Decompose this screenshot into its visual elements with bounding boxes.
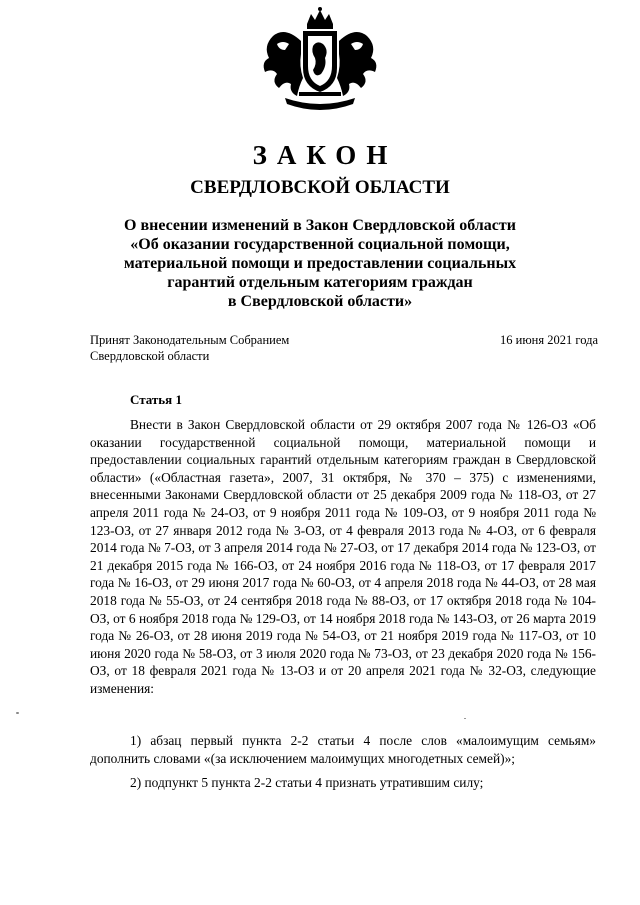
law-title-line: гарантий отдельным категориям граждан [167, 274, 473, 291]
adoption-date: 16 июня 2021 года [500, 333, 598, 347]
scan-speck [464, 718, 466, 719]
law-region: СВЕРДЛОВСКОЙ ОБЛАСТИ [190, 177, 450, 198]
article-item: 2) подпункт 5 пункта 2-2 статьи 4 признать утратившим силу; [130, 775, 484, 790]
law-word: ЗАКОН [252, 140, 398, 170]
law-title-line: О внесении изменений в Закон Свердловской области [124, 217, 516, 234]
law-title-line: материальной помощи и предоставлении социальных [123, 255, 517, 272]
coat-of-arms-icon [255, 6, 385, 118]
article-item: 1) абзац первый пункта 2-2 статьи 4 после слов «малоимущим семьям» дополнить словами «(за исключением малоимущих многодетных семей)»; [90, 733, 596, 766]
article-body: Внести в Закон Свердловской области от 29 октября 2007 года № 126-ОЗ «Об оказании государственной социальной помощи, материальной помощи и предоставлении социальных гарантий отдельным категориям граждан в Свердловской области» («Областная газета», 2007, 31 октября, № 370 – 375) с изменениями, внесенными Законами Свердловской области от 25 декабря 2009 года № 118-ОЗ, от 27 апреля 2011 года № 24-ОЗ, от 9 ноября 2011 года № 109-ОЗ, от 9 ноября 2011 года № 123-ОЗ, от 27 января 2012 года № 3-ОЗ, от 4 февраля 2013 года № 4-ОЗ, от 6 февраля 2014 года № 7-ОЗ, от 3 апреля 2014 года № 27-ОЗ, от 17 декабря 2014 года № 123-ОЗ, от 21 декабря 2015 года № 166-ОЗ, от 24 ноября 2016 года № 118-ОЗ, от 17 февраля 2017 года № 16-ОЗ, от 29 июня 2017 года № 60-ОЗ, от 4 апреля 2018 года № 44-ОЗ, от 28 мая 2018 года № 55-ОЗ, от 24 сентября 2018 года № 88-ОЗ, от 17 октября 2018 года № 104-ОЗ, от 6 ноября 2018 года № 129-ОЗ, от 14 ноября 2018 года № 143-ОЗ, от 26 марта 2019 года № 26-ОЗ, от 28 июня 2019 года № 54-ОЗ, от 21 ноября 2019 года № 117-ОЗ, от 10 июня 2020 года № 58-ОЗ, от 3 июля 2020 года № 73-ОЗ, от 23 декабря 2020 года № 156-ОЗ, от 18 февраля 2021 года № 13-ОЗ и от 20 апреля 2021 года № 32-ОЗ, следующие изменения: [90, 417, 596, 696]
scan-speck [16, 712, 19, 714]
adoption-note [90, 332, 350, 364]
law-title [80, 216, 560, 311]
article-heading: Статья 1 [130, 392, 182, 407]
adoption-line: Принят Законодательным Собранием [90, 333, 290, 347]
adoption-line: Свердловской области [90, 349, 210, 363]
law-title-line: в Свердловской области» [227, 293, 413, 310]
law-title-line: «Об оказании государственной социальной помощи, [130, 236, 510, 253]
